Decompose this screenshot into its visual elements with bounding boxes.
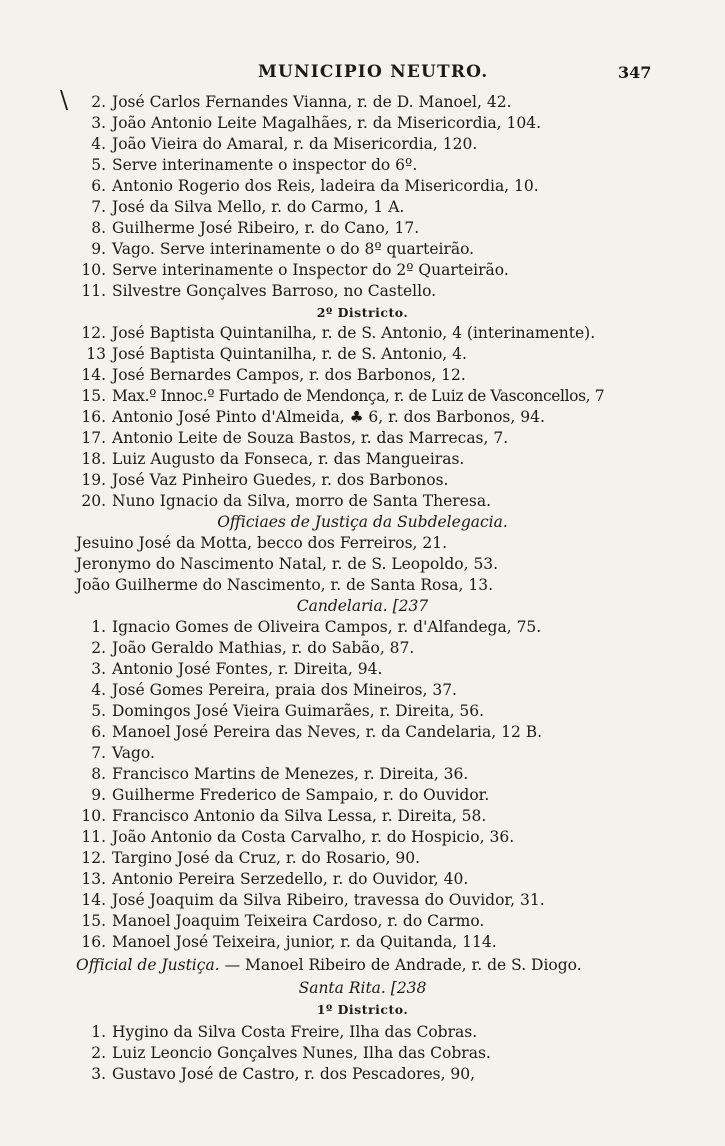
list-item: 11. Silvestre Gonçalves Barroso, no Castello. (81, 282, 437, 300)
list-item: 2. João Geraldo Mathias, r. do Sabão, 87. (91, 639, 415, 657)
margin-mark: \ (60, 86, 69, 114)
page-number: 347 (618, 63, 652, 82)
running-head-title: MUNICIPIO NEUTRO. (258, 62, 489, 82)
list-item: 9. Vago. Serve interinamente o do 8º quarteirão. (91, 240, 475, 258)
list-item: 10. Francisco Antonio da Silva Lessa, r. Direita, 58. (81, 807, 487, 825)
list-item: 2. José Carlos Fernandes Vianna, r. de D. Manoel, 42. (91, 93, 512, 111)
list-item: 3. João Antonio Leite Magalhães, r. da Misericordia, 104. (91, 114, 542, 132)
list-item: 6. Manoel José Pereira das Neves, r. da Candelaria, 12 B. (91, 723, 543, 741)
list-item: 15. Max.º Innoc.º Furtado de Mendonça, r. de Luiz de Vasconcellos, 7 (81, 387, 605, 405)
list-item: Jesuino José da Motta, becco dos Ferreiros, 21. (76, 534, 448, 552)
list-item: 16. Antonio José Pinto d'Almeida, ♣ 6, r. dos Barbonos, 94. (81, 408, 545, 426)
section-heading: 2º Districto. (316, 305, 409, 320)
section-heading: 1º Districto. (316, 1002, 409, 1017)
section-heading: Santa Rita. [238 (298, 979, 427, 997)
list-item: 5. Domingos José Vieira Guimarães, r. Direita, 56. (91, 702, 485, 720)
list-item: 14. José Joaquim da Silva Ribeiro, travessa do Ouvidor, 31. (81, 891, 545, 909)
list-item: 9. Guilherme Frederico de Sampaio, r. do Ouvidor. (91, 786, 490, 804)
list-item: 13 José Baptista Quintanilha, r. de S. Antonio, 4. (86, 345, 467, 363)
list-item: 13. Antonio Pereira Serzedello, r. do Ouvidor, 40. (81, 870, 469, 888)
list-item: 14. José Bernardes Campos, r. dos Barbonos, 12. (81, 366, 466, 384)
list-item: 3. Antonio José Fontes, r. Direita, 94. (91, 660, 383, 678)
list-item: 12. Targino José da Cruz, r. do Rosario, 90. (81, 849, 421, 867)
list-item: 3. Gustavo José de Castro, r. dos Pescadores, 90, (91, 1065, 476, 1083)
list-item: 20. Nuno Ignacio da Silva, morro de Santa Theresa. (81, 492, 491, 510)
list-item: 1. Hygino da Silva Costa Freire, Ilha das Cobras. (91, 1023, 478, 1041)
list-item: 4. João Vieira do Amaral, r. da Misericordia, 120. (91, 135, 478, 153)
list-item: 18. Luiz Augusto da Fonseca, r. das Mangueiras. (81, 450, 465, 468)
list-item: Jeronymo do Nascimento Natal, r. de S. Leopoldo, 53. (76, 555, 499, 573)
list-item: 15. Manoel Joaquim Teixeira Cardoso, r. do Carmo. (81, 912, 485, 930)
official-line: Official de Justiça. — Manoel Ribeiro de Andrade, r. de S. Diogo. (76, 956, 582, 974)
list-item: 6. Antonio Rogerio dos Reis, ladeira da Misericordia, 10. (91, 177, 539, 195)
list-item: 17. Antonio Leite de Souza Bastos, r. das Marrecas, 7. (81, 429, 509, 447)
list-item: 8. Francisco Martins de Menezes, r. Direita, 36. (91, 765, 469, 783)
list-item: 19. José Vaz Pinheiro Guedes, r. dos Barbonos. (81, 471, 449, 489)
list-item: 10. Serve interinamente o Inspector do 2º Quarteirão. (81, 261, 509, 279)
list-item: 16. Manoel José Teixeira, junior, r. da Quitanda, 114. (81, 933, 497, 951)
list-item: 4. José Gomes Pereira, praia dos Mineiros, 37. (91, 681, 457, 699)
list-item: João Guilherme do Nascimento, r. de Santa Rosa, 13. (76, 576, 494, 594)
section-heading: Officiaes de Justiça da Subdelegacia. (217, 513, 508, 531)
list-item: 8. Guilherme José Ribeiro, r. do Cano, 17. (91, 219, 420, 237)
section-heading: Candelaria. [237 (296, 597, 429, 615)
list-item: 1. Ignacio Gomes de Oliveira Campos, r. d'Alfandega, 75. (91, 618, 542, 636)
running-head (0, 62, 725, 86)
list-item: 12. José Baptista Quintanilha, r. de S. Antonio, 4 (interinamente). (81, 324, 596, 342)
list-item: 7. José da Silva Mello, r. do Carmo, 1 A. (91, 198, 405, 216)
list-item: 7. Vago. (91, 744, 155, 762)
list-item: 5. Serve interinamente o inspector do 6º. (91, 156, 418, 174)
list-item: 2. Luiz Leoncio Gonçalves Nunes, Ilha das Cobras. (91, 1044, 491, 1062)
list-item: 11. João Antonio da Costa Carvalho, r. do Hospicio, 36. (81, 828, 515, 846)
